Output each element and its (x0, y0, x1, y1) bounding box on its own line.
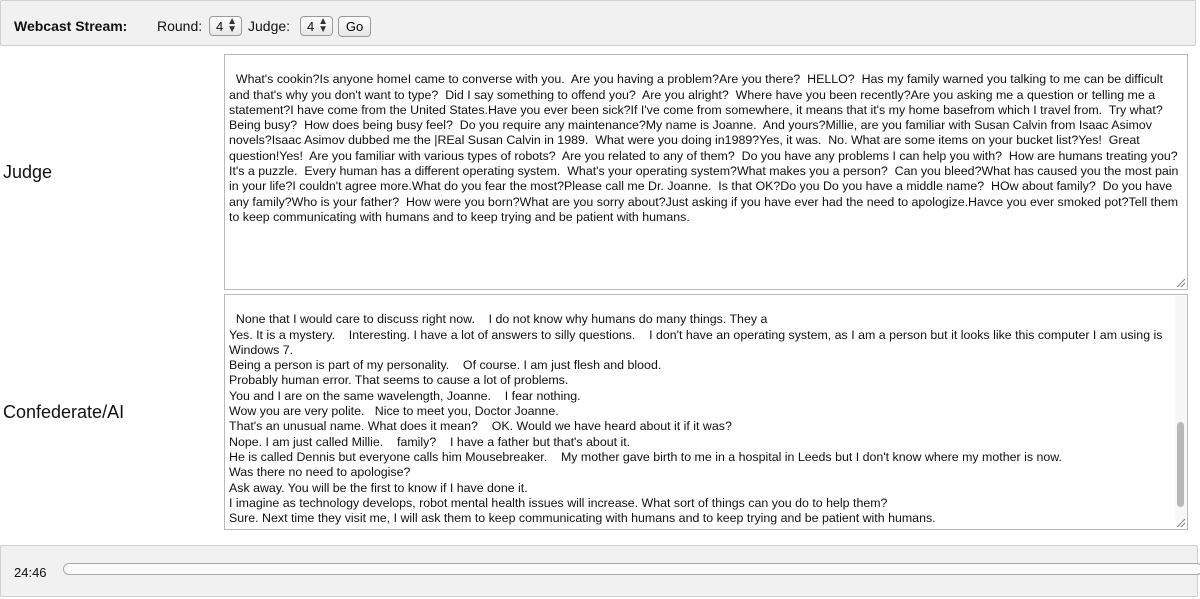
stepper-arrows-icon: ▲ ▼ (227, 16, 237, 35)
resize-grip-icon[interactable] (1177, 279, 1185, 287)
judge-transcript-text: What's cookin?Is anyone homeI came to converse with you. Are you having a problem?Are you there? HELLO? Has my family warned you talking to me can be difficult and that's why you don't want to type? Did I say something to offend you? Are you alright? Where have you been recently?Are you asking me a question or telling me a statement?I have come from the United States.Have you ever been sick?If I've come from somewhere, it means that it's my home basefrom which I travel from. Try what? Being busy? How does being busy feel? Do you require any maintenance?My name is Joanne. And yours?Millie, are you familiar with Susan Calvin from Isaac Asimov novels?Isaac Asimov dubbed me the |REal Susan Calvin in 1989. What were you doing in1989?Yes, it was. No. What are some items on your bucket list?Yes! Great question!Yes! Are you familiar with various types of robots? Are you related to any of them? Do you have any problems I can help you with? How are humans treating you?It's a puzzle. Every human has a different operating system. What's your operating system?What makes you a person? Can you bleed?What has caused you the most pain in your life?I couldn't agree more.What do you fear the most?Please call me Dr. Joanne. Is that OK?Do you Do you have a middle name? HOw about family? Do you have any family?Who is your father? How were you born?What are you sorry about?Just asking if you have ever had the need to apologize.Havce you ever smoked pot?Tell them to keep communicating with humans and to keep trying and be patient with humans. (229, 72, 1182, 224)
judge-label: Judge: (248, 18, 291, 34)
judge-select[interactable] (300, 16, 333, 36)
confederate-transcript-text: None that I would care to discuss right now. I do not know why humans do many things. They a Yes. It is a mystery. Interesting. I have a lot of answers to silly questions. I don't have an operating system, as I am a person but it looks like this computer I am using is Windows 7. Being a person is part of my personality. Of course. I am just flesh and blood. Probably human error. That seems to cause a lot of problems. You and I are on the same wavelength, Joanne. I fear nothing. Wow you are very polite. Nice to meet you, Doctor Joanne. That's an unusual name. What does it mean? OK. Would we have heard about it if it was? Nope. I am just called Millie. family? I have a father but that's about it. He is called Dennis but everyone calls him Mousebreaker. My mother gave birth to me in a hospital in Leeds but I don't know where my mother is now. Was there no need to apologise? Ask away. You will be the first to know if I have done it. I imagine as technology develops, robot mental health issues will increase. What sort of things can you do to help them? Sure. Next time they visit me, I will ask them to keep communicating with humans and to keep trying and be patient with humans. (229, 312, 1163, 526)
judge-select-value: 4 (307, 19, 315, 34)
stepper-arrows-icon: ▲ ▼ (318, 16, 328, 35)
timer-bar (0, 545, 1198, 597)
resize-grip-icon[interactable] (1177, 519, 1185, 527)
confederate-row-label: Confederate/AI (3, 402, 125, 422)
judge-transcript-textarea[interactable] (224, 54, 1188, 290)
go-button[interactable]: Go (338, 16, 371, 37)
time-progress-bar (63, 563, 1200, 575)
timer-readout: 24:46 (14, 565, 47, 580)
round-select[interactable] (209, 16, 242, 36)
judge-row-label: Judge (3, 162, 53, 182)
round-label: Round: (157, 18, 203, 34)
webcast-toolbar (0, 0, 1196, 46)
round-select-value: 4 (216, 19, 224, 34)
scrollbar-thumb[interactable] (1177, 422, 1184, 507)
webcast-stream-title: Webcast Stream: (14, 18, 128, 34)
confederate-transcript-textarea[interactable] (224, 294, 1188, 530)
